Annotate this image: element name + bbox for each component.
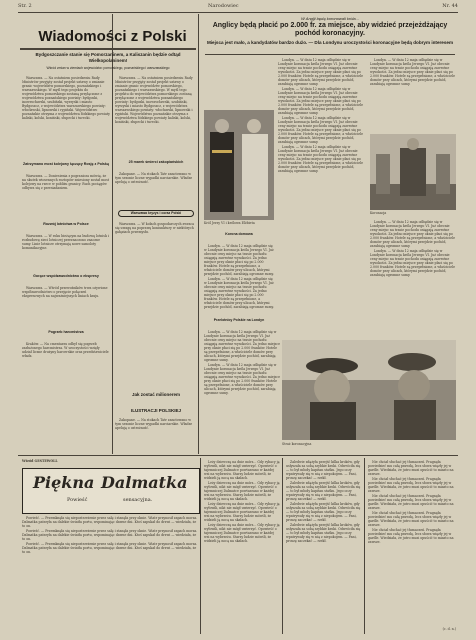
article-body: Londyn. — W dniu 12 maja odbędzie się w Londynie koronacja króla Jerzego VI. Już obecnie ceny miejsc na trasie pochodu osiągają zawrotne wysokości. Za jedno miejsce przy oknie płaci się po 2.000 franków. Hotele są przepełnione, a właściciele domów przy ulicach, którymi przejdzie pochód, zarabiają ogromne sumy. Londyn. — W dniu 12 maja odbędzie się w Londynie koronacja króla Jerzego VI. Już obecnie ceny miejsc na trasie pochodu osiągają zawrotne wysokości. Za jedno miejsce przy oknie płaci się po 2.000 franków. Hotele są przepełnione, a właściciele domów przy ulicach, którymi przejdzie pochód, zarabiają ogromne sumy. Londyn. — W dniu 12 maja odbędzie się w Londynie koronacja króla Jerzego VI. Już obecnie ceny miejsc na trasie pochodu osiągają zawrotne wysokości. Za jedno miejsce przy oknie płaci się po 2.000 franków. Hotele są przepełnione, a właściciele domów przy ulicach, którymi przejdzie pochód, zarabiają ogromne sumy. Londyn. — W dniu 12 maja odbędzie się w Londynie koronacja króla Jerzego VI. Już obecnie ceny miejsc na trasie pochodu osiągają zawrotne wysokości. Za jedno miejsce przy oknie płaci się po 2.000 franków. Hotele są przepełnione, a właściciele domów przy ulicach, którymi przejdzie pochód, zarabiają ogromne sumy. <box>278 58 364 173</box>
header-rule <box>18 12 458 13</box>
ad-text: ILUSTRACJI POLSKIEJ <box>130 408 181 413</box>
photo-caption: Król Jerzy VI i królowa Elżbieta <box>204 221 255 225</box>
article-body: Warszawa. — W kołach gospodarczych zwraca się uwagę na poprawę koniunktury w niektórych gałęziach przemysłu. <box>115 222 195 234</box>
photo-caption: Koronacja <box>370 211 387 215</box>
to-be-continued: (c. d. n.) <box>442 627 456 631</box>
serial-label: Wśród GESTEWOLL <box>22 459 58 463</box>
article-body: Warszawa. — Doniesienia z pogranicza mówią, że na skutek wiosennych roztopów zniesiony został most kolejowy na rzece w pobliżu granicy. Ruch pociągów odbywa się z przesiadaniem. <box>22 174 110 190</box>
article-body: Warszawa. — W roku bieżącym na budowę lotnisk i rozbudowę sieci lotniczej przeznaczono znaczne sumy. Linie lotnicze otrzymają nowe samoloty komunikacyjne. <box>22 234 109 250</box>
novel-title-2: Dalmatka <box>101 473 188 492</box>
serial-column: Zaledwie zdążyła przejść kilka kroków, gdy usłyszała za sobą szybkie kroki. Odwróciła się — to był młody kapitan statku. Jego oczy wpatrywały się w nią z niepokojem. — Pani, proszę zaczekać — rzekł. Zaledwie zdążyła przejść kilka kroków, gdy usłyszała za sobą szybkie kroki. Odwróciła się — to był młody kapitan statku. Jego oczy wpatrywały się w nią z niepokojem. — Pani, proszę zaczekać — rzekł. Zaledwie zdążyła przejść kilka kroków, gdy usłyszała za sobą szybkie kroki. Odwróciła się — to był młody kapitan statku. Jego oczy wpatrywały się w nią z niepokojem. — Pani, proszę zaczekać — rzekł. Zaledwie zdążyła przejść kilka kroków, gdy usłyszała za sobą szybkie kroki. Odwróciła się — to był młody kapitan statku. Jego oczy wpatrywały się w nią z niepokojem. — Pani, proszę zaczekać — rzekł. <box>286 460 361 543</box>
title-rule <box>20 48 196 50</box>
column-divider <box>198 14 199 454</box>
column-divider <box>282 458 283 634</box>
photo-coronation <box>370 134 456 210</box>
article-body: Londyn. — W dniu 12 maja odbędzie się w Londynie koronacja króla Jerzego VI. Już obecnie ceny miejsc na trasie pochodu osiągają zawrotne wysokości. Za jedno miejsce przy oknie płaci się po 2.000 franków. Hotele są przepełnione, a właściciele domów przy ulicach, którymi przejdzie pochód, zarabiają ogromne sumy. <box>370 58 456 86</box>
subhead: Wśród zmian w ziemiach województw: pomorskiego, poznańskiego i warszawskiego <box>46 66 170 70</box>
novel-title-1: Piękna <box>33 473 95 492</box>
headline-rule <box>205 54 455 55</box>
coronation-illustration <box>370 134 456 210</box>
royal-couple-illustration <box>204 110 274 220</box>
main-subhead: Miejsca jest mało, a kandydatów bardzo dużo. — Dla Londynu uroczystości koronacyjne będą dobrym interesem <box>206 40 454 45</box>
article-body: Kraków. — Na cmentarzu odbył się pogrzeb zasłużonego harcmistrza. W uroczystości wzięły udział liczne drużyny harcerskie oraz przedstawiciele władz. <box>22 342 109 358</box>
article-body: Londyn. — W dniu 12 maja odbędzie się w Londynie koronacja króla Jerzego VI. Już obecnie ceny miejsc na trasie pochodu osiągają zawrotne wysokości. Za jedno miejsce przy oknie płaci się po 2.000 franków. Hotele są przepełnione, a właściciele domów przy ulicach, którymi przejdzie pochód, zarabiają ogromne sumy. Londyn. — W dniu 12 maja odbędzie się w Londynie koronacja króla Jerzego VI. Już obecnie ceny miejsc na trasie pochodu osiągają zawrotne wysokości. Za jedno miejsce przy oknie płaci się po 2.000 franków. Hotele są przepełnione, a właściciele domów przy ulicach, którymi przejdzie pochód, zarabiają ogromne sumy. <box>204 330 280 395</box>
main-headline: Anglicy będą płacić po 2.000 fr. za miejsce, aby widzieć przejeżdżający pochód koronacyjny. <box>212 22 448 37</box>
column-divider <box>112 14 113 454</box>
photo-guards <box>282 340 456 440</box>
novel-kind: Powieść <box>67 497 88 503</box>
ad-headline: Jak zostać milionerem <box>131 392 181 397</box>
serial-text: Powieść. — Przemknęła się niepostrzeżenie przez salę i stanęła przy oknie. Wiatr przynosił zapach morza. Dalmatka patrzyła na dalekie światła portu, wspominając dawne dni. Ktoś zapukał do drzwi — wiedziała, że to on. Powieść. — Przemknęła się niepostrzeżenie przez salę i stanęła przy oknie. Wiatr przynosił zapach morza. Dalmatka patrzyła na dalekie światła portu, wspominając dawne dni. Ktoś zapukał do drzwi — wiedziała, że to on. Powieść. — Przemknęła się niepostrzeżenie przez salę i stanęła przy oknie. Wiatr przynosił zapach morza. Dalmatka patrzyła na dalekie światła portu, wspominając dawne dni. Ktoś zapukał do drzwi — wiedziała, że to on. <box>22 516 198 554</box>
headline: Pogrzeb harcmistrza <box>48 330 84 334</box>
issue-number: Nr. 44 <box>442 3 458 9</box>
small-box: Warszawa kryzys i coraz Polski <box>118 210 194 217</box>
photo-caption: Straż koronacyjna <box>282 442 312 446</box>
section-title: Wiadomości z Polski <box>38 28 187 45</box>
novel-genre: sensacyjna. <box>123 497 153 503</box>
column-divider <box>364 458 365 634</box>
subheadline: Korona domowa <box>225 232 253 236</box>
section-rule <box>18 455 458 456</box>
page-number: Str. 2 <box>18 3 32 9</box>
headline: Bydgoszczanie stanie się Pomorzaninem, a Kaliszanin będzie odtąd Wielkopolaninem! <box>35 52 181 63</box>
article-body: Londyn. — W dniu 12 maja odbędzie się w Londynie koronacja króla Jerzego VI. Już obecnie ceny miejsc na trasie pochodu osiągają zawrotne wysokości. Za jedno miejsce przy oknie płaci się po 2.000 franków. Hotele są przepełnione, a właściciele domów przy ulicach, którymi przejdzie pochód, zarabiają ogromne sumy. Londyn. — W dniu 12 maja odbędzie się w Londynie koronacja króla Jerzego VI. Już obecnie ceny miejsc na trasie pochodu osiągają zawrotne wysokości. Za jedno miejsce przy oknie płaci się po 2.000 franków. Hotele są przepełnione, a właściciele domów przy ulicach, którymi przejdzie pochód, zarabiają ogromne sumy. <box>370 220 456 277</box>
article-body: Zakopane. — Na stokach Tatr zanotowano w tym sezonie liczne wypadki narciarskie. Władze apelują o ostrożność. <box>115 172 193 184</box>
headline: Zatrzymano most kolejowy łączący Rosję z Polską <box>23 162 109 166</box>
novel-logo <box>22 468 200 514</box>
column-divider <box>200 458 201 634</box>
guards-illustration <box>282 340 456 440</box>
photo-royal-couple <box>204 110 274 220</box>
subheadline: Przelotnicy Polskie na Londyn <box>213 318 265 322</box>
article-body: Warszawa. — Na ostatniem posiedzeniu Rady Ministrów przyjęty został projekt ustawy o zmianie granic województw pomorskiego, poznańskiego i warszawskiego. W myśl tego projektu do województwa pomorskiego zostaną przyłączone z województwa poznańskiego powiaty: bydgoski, inowrocławski, szubiński, wyrzyski i miasto Bydgoszcz, z województwa warszawskiego powiaty: włocławski, lipnowski i rypiński. Województwo poznańskie otrzyma z województwa łódzkiego powiaty kaliski, kolski, koniński, słupecki i turecki. <box>22 76 110 120</box>
article-body: Zakopane. — Na stokach Tatr zanotowano w tym sezonie liczne wypadki narciarskie. Władze apelują o ostrożność. <box>115 418 193 430</box>
article-body: Londyn. — W dniu 12 maja odbędzie się w Londynie koronacja króla Jerzego VI. Już obecnie ceny miejsc na trasie pochodu osiągają zawrotne wysokości. Za jedno miejsce przy oknie płaci się po 2.000 franków. Hotele są przepełnione, a właściciele domów przy ulicach, którymi przejdzie pochód, zarabiają ogromne sumy. Londyn. — W dniu 12 maja odbędzie się w Londynie koronacja króla Jerzego VI. Już obecnie ceny miejsc na trasie pochodu osiągają zawrotne wysokości. Za jedno miejsce przy oknie płaci się po 2.000 franków. Hotele są przepełnione, a właściciele domów przy ulicach, którymi przejdzie pochód, zarabiają ogromne sumy. <box>204 244 274 309</box>
article-body: Warszawa. — Na ostatniem posiedzeniu Rady Ministrów przyjęty został projekt ustawy o zmianie granic województw pomorskiego, poznańskiego i warszawskiego. W myśl tego projektu do województwa pomorskiego zostaną przyłączone z województwa poznańskiego powiaty: bydgoski, inowrocławski, szubiński, wyrzyski i miasto Bydgoszcz, z województwa warszawskiego powiaty: włocławski, lipnowski i rypiński. Województwo poznańskie otrzyma z województwa łódzkiego powiaty kaliski, kolski, koniński, słupecki i turecki. <box>115 76 193 124</box>
overline: W Anglji będą koronowali króla... <box>301 16 359 21</box>
serial-column: Nie chciał słuchać jej tłumaczeń. Pragnęła powiedzieć mu całą prawdę, lecz słowa więzły jej w gardle. Wiedziała, że jutro musi opuścić to miasto na zawsze. Nie chciał słuchać jej tłumaczeń. Pragnęła powiedzieć mu całą prawdę, lecz słowa więzły jej w gardle. Wiedziała, że jutro musi opuścić to miasto na zawsze. Nie chciał słuchać jej tłumaczeń. Pragnęła powiedzieć mu całą prawdę, lecz słowa więzły jej w gardle. Wiedziała, że jutro musi opuścić to miasto na zawsze. Nie chciał słuchać jej tłumaczeń. Pragnęła powiedzieć mu całą prawdę, lecz słowa więzły jej w gardle. Wiedziała, że jutro musi opuścić to miasto na zawsze. Nie chciał słuchać jej tłumaczeń. Pragnęła powiedzieć mu całą prawdę, lecz słowa więzły jej w gardle. Wiedziała, że jutro musi opuścić to miasto na zawsze. <box>368 460 454 544</box>
serial-column: Leży dziewczę na dnie mórz... Gdy rybacy ją wyłowili, nikt nie mógł uwierzyć. Opowieść o tajemniczej Dalmatce powtarzano w każdej wsi na wybrzeżu. Starzy ludzie mówili, że widzieli ją nocą na skałach. Leży dziewczę na dnie mórz... Gdy rybacy ją wyłowili, nikt nie mógł uwierzyć. Opowieść o tajemniczej Dalmatce powtarzano w każdej wsi na wybrzeżu. Starzy ludzie mówili, że widzieli ją nocą na skałach. Leży dziewczę na dnie mórz... Gdy rybacy ją wyłowili, nikt nie mógł uwierzyć. Opowieść o tajemniczej Dalmatce powtarzano w każdej wsi na wybrzeżu. Starzy ludzie mówili, że widzieli ją nocą na skałach. Leży dziewczę na dnie mórz... Gdy rybacy ją wyłowili, nikt nie mógł uwierzyć. Opowieść o tajemniczej Dalmatce powtarzano w każdej wsi na wybrzeżu. Starzy ludzie mówili, że widzieli ją nocą na skałach. <box>204 460 280 543</box>
headline: Gorące współzawodnictwo o ekspresy <box>33 274 99 278</box>
page-header <box>18 2 458 12</box>
headline: Rozwój lotnictwa w Polsce <box>43 222 89 226</box>
headline: 25 marek śmierci zakopiańskich <box>128 160 184 164</box>
newspaper-name: Narodowiec <box>208 3 239 9</box>
article-body: Warszawa. — Wśród przewoźników trwa ożywione współzawodnictwo o przejęcie połączeń ekspresowych na najważniejszych liniach kraju. <box>22 286 108 298</box>
